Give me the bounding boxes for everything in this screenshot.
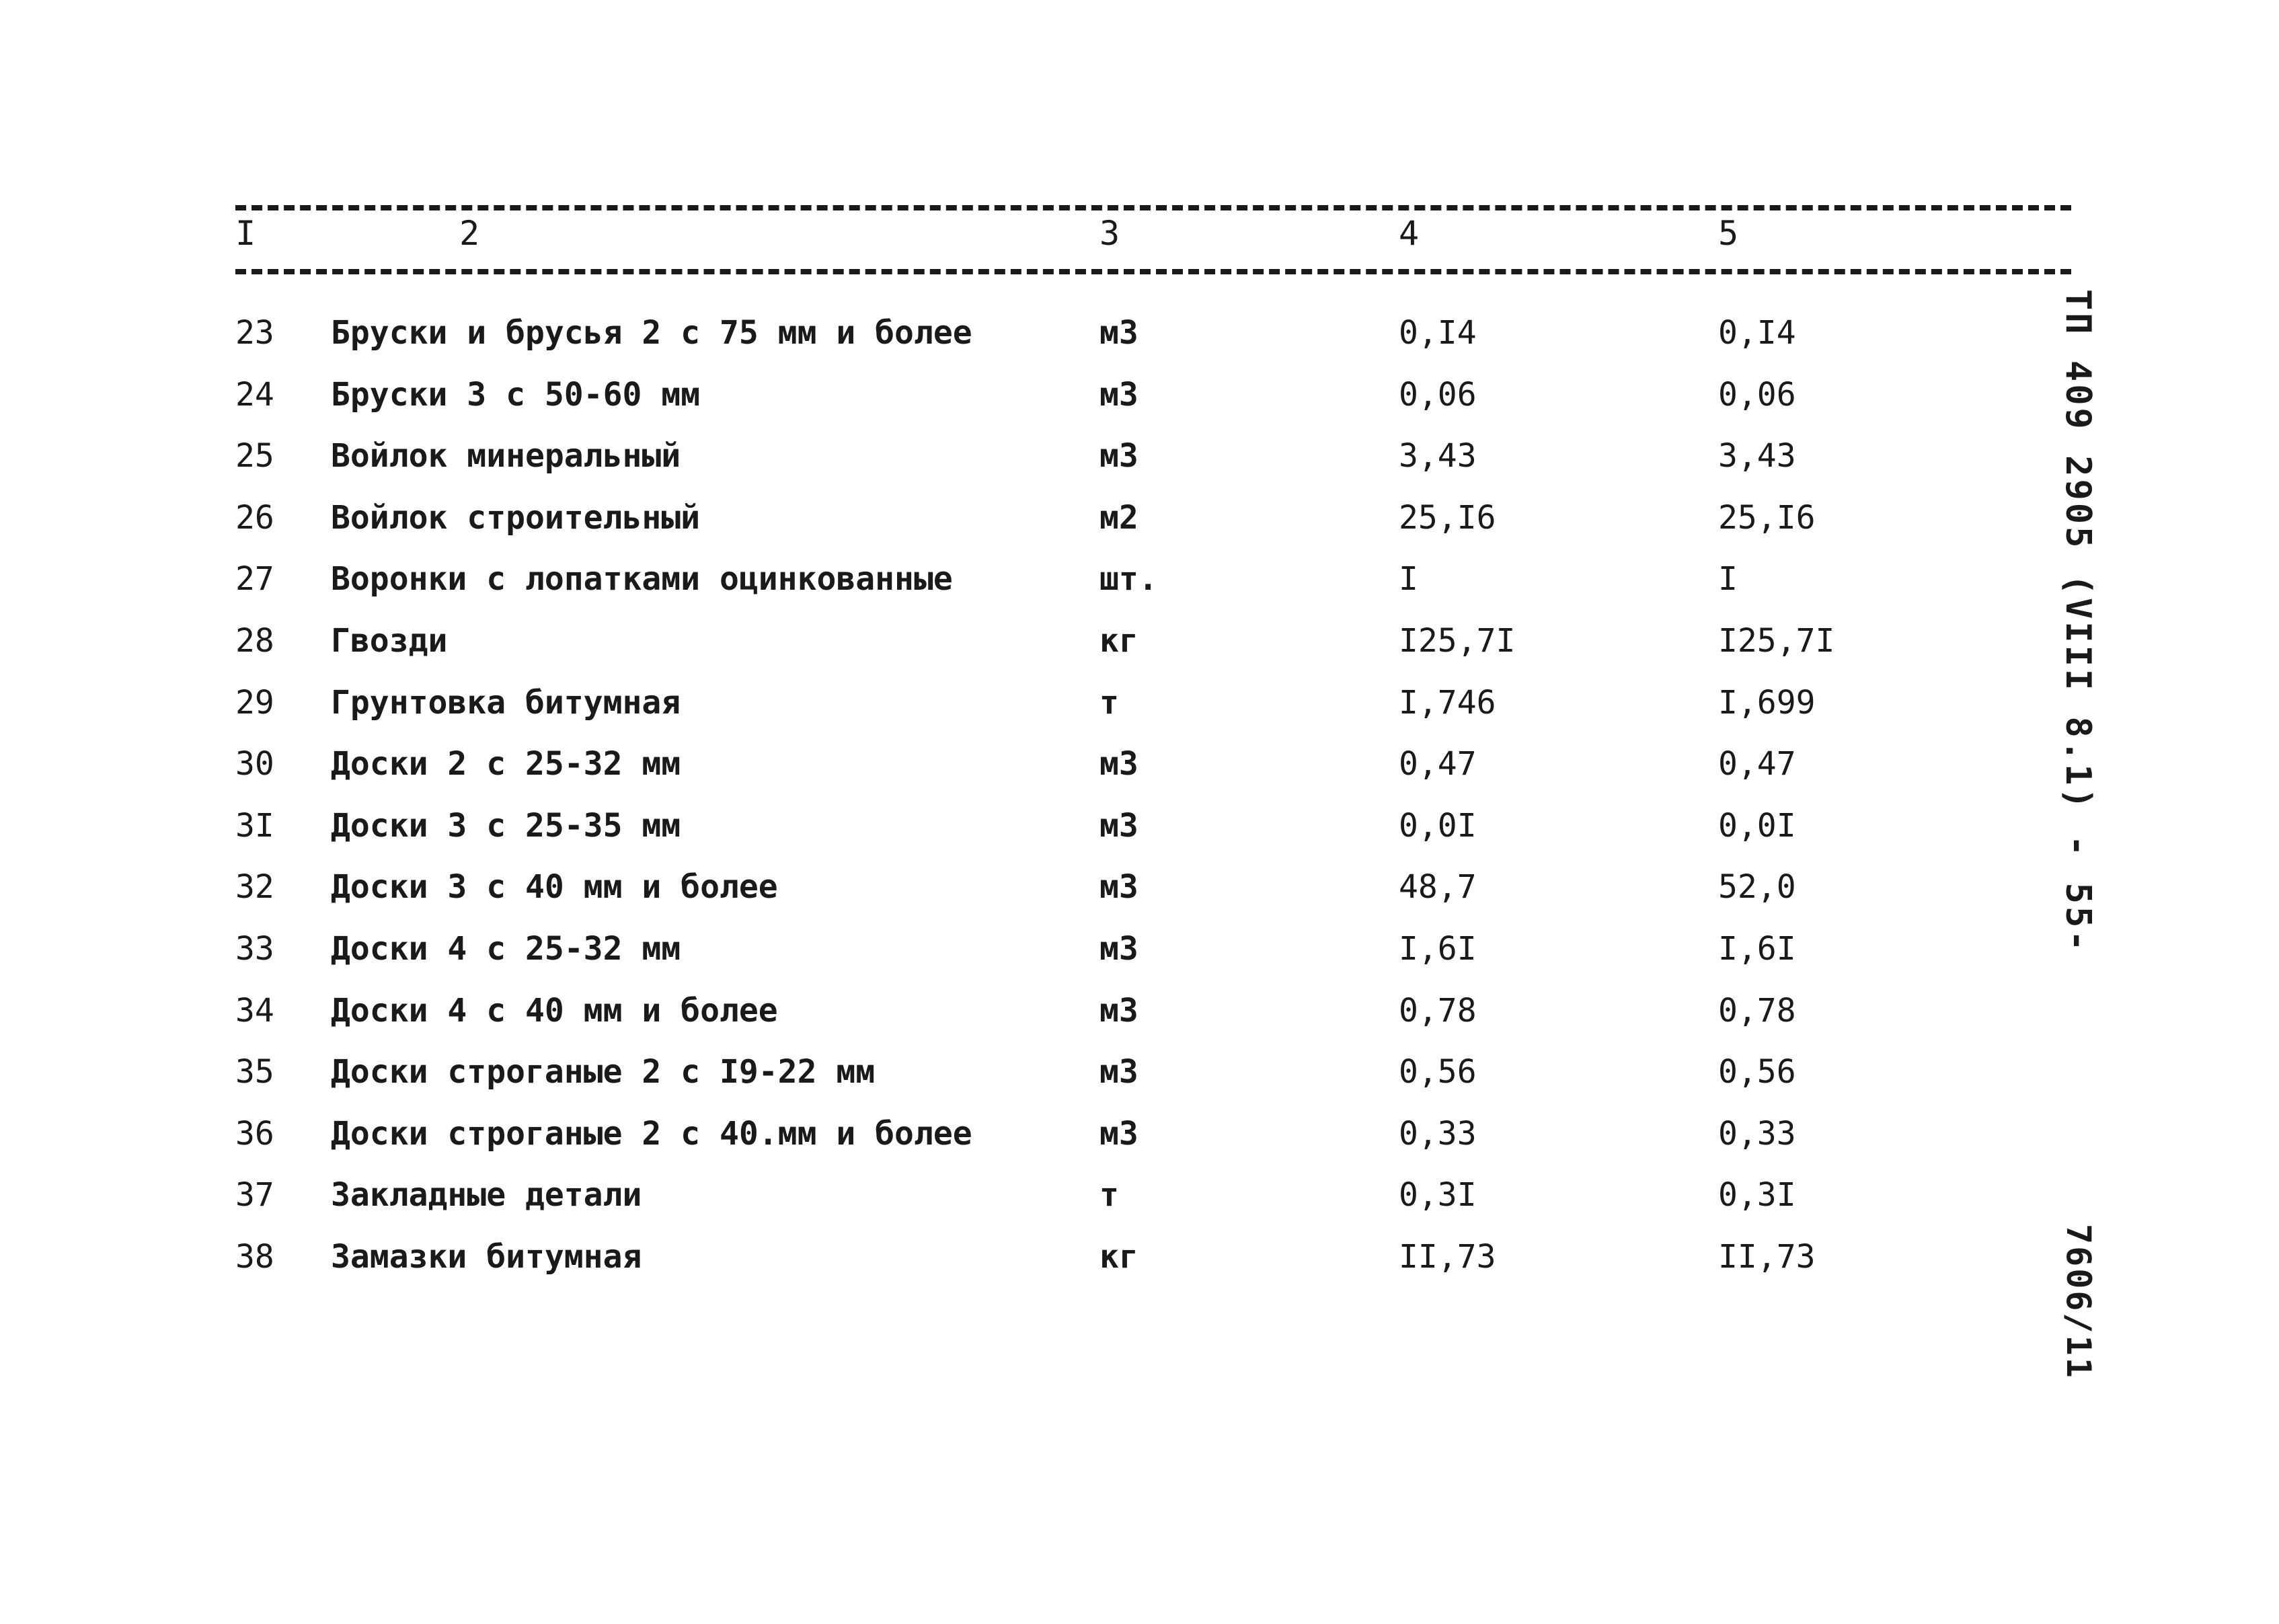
table-row <box>0 371 2279 433</box>
row-number: 34 <box>235 991 274 1030</box>
table-row <box>0 309 2279 371</box>
row-material-name: Доски 3 с 40 мм и более <box>331 868 778 906</box>
row-value-col5: I25,7I <box>1718 621 1835 660</box>
row-value-col4: 0,I4 <box>1399 314 1477 352</box>
row-number: 29 <box>235 683 274 722</box>
row-value-col5: I,6I <box>1718 929 1796 968</box>
row-unit: м3 <box>1099 868 1138 906</box>
table-row <box>0 679 2279 741</box>
row-value-col5: 3,43 <box>1718 437 1796 475</box>
row-value-col5: I,699 <box>1718 683 1816 722</box>
table-row <box>0 555 2279 617</box>
table-row <box>0 617 2279 679</box>
row-unit: м3 <box>1099 745 1138 783</box>
row-unit: м3 <box>1099 1053 1138 1091</box>
row-unit: м3 <box>1099 375 1138 414</box>
row-material-name: Доски 2 с 25-32 мм <box>331 745 681 783</box>
row-unit: шт. <box>1099 560 1158 598</box>
row-material-name: Воронки с лопатками оцинкованные <box>331 560 953 598</box>
table-row <box>0 740 2279 802</box>
row-number: 25 <box>235 437 274 475</box>
row-unit: м2 <box>1099 498 1138 537</box>
row-number: 24 <box>235 375 274 414</box>
row-value-col5: I <box>1718 560 1738 598</box>
row-unit: т <box>1099 683 1119 722</box>
row-value-col5: 0,06 <box>1718 375 1796 414</box>
table-top-rule <box>235 205 2071 210</box>
row-value-col5: 0,3I <box>1718 1176 1796 1214</box>
row-number: 32 <box>235 868 274 906</box>
header-col-1: I <box>235 214 256 253</box>
row-value-col4: I,6I <box>1399 929 1477 968</box>
row-value-col4: 3,43 <box>1399 437 1477 475</box>
row-value-col4: 25,I6 <box>1399 498 1496 537</box>
table-row <box>0 863 2279 925</box>
row-number: 37 <box>235 1176 274 1214</box>
row-material-name: Закладные детали <box>331 1176 642 1214</box>
row-unit: кг <box>1099 621 1138 660</box>
margin-stamp-text: ТП 409 2905 (VIII 8.1) - 55- <box>2058 289 2098 954</box>
margin-code-text: 7606/11 <box>2059 1224 2098 1380</box>
row-material-name: Войлок строительный <box>331 498 701 537</box>
row-unit: кг <box>1099 1237 1138 1276</box>
row-number: 38 <box>235 1237 274 1276</box>
header-col-5: 5 <box>1718 214 1739 253</box>
row-value-col5: 25,I6 <box>1718 498 1816 537</box>
header-col-2: 2 <box>459 214 480 253</box>
row-unit: м3 <box>1099 1114 1138 1153</box>
row-value-col5: 0,0I <box>1718 806 1796 845</box>
row-material-name: Доски 3 с 25-35 мм <box>331 806 681 845</box>
row-value-col4: II,73 <box>1399 1237 1496 1276</box>
row-unit: м3 <box>1099 991 1138 1030</box>
table-row <box>0 925 2279 987</box>
row-number: 35 <box>235 1053 274 1091</box>
row-value-col5: II,73 <box>1718 1237 1816 1276</box>
row-value-col4: 0,56 <box>1399 1053 1477 1091</box>
row-value-col4: 0,06 <box>1399 375 1477 414</box>
table-row <box>0 1233 2279 1295</box>
row-unit: м3 <box>1099 437 1138 475</box>
table-row <box>0 1048 2279 1110</box>
row-material-name: Бруски 3 с 50-60 мм <box>331 375 701 414</box>
row-material-name: Доски 4 с 25-32 мм <box>331 929 681 968</box>
row-unit: т <box>1099 1176 1119 1214</box>
table-row <box>0 432 2279 494</box>
header-col-3: 3 <box>1099 214 1120 253</box>
table-row <box>0 987 2279 1049</box>
row-material-name: Гвозди <box>331 621 448 660</box>
row-value-col4: 0,0I <box>1399 806 1477 845</box>
row-value-col5: 0,47 <box>1718 745 1796 783</box>
row-material-name: Доски строганые 2 с 40.мм и более <box>331 1114 972 1153</box>
table-row <box>0 494 2279 556</box>
table-header-rule <box>235 269 2071 274</box>
row-value-col5: 0,33 <box>1718 1114 1796 1153</box>
row-material-name: Замазки битумная <box>331 1237 642 1276</box>
row-value-col5: 0,78 <box>1718 991 1796 1030</box>
row-unit: м3 <box>1099 806 1138 845</box>
row-material-name: Доски строганые 2 с I9-22 мм <box>331 1053 876 1091</box>
row-number: 26 <box>235 498 274 537</box>
table-row <box>0 1110 2279 1172</box>
row-value-col4: 0,78 <box>1399 991 1477 1030</box>
row-value-col4: 0,3I <box>1399 1176 1477 1214</box>
table-header <box>0 214 2279 261</box>
table-row <box>0 802 2279 864</box>
row-material-name: Войлок минеральный <box>331 437 681 475</box>
row-value-col4: I,746 <box>1399 683 1496 722</box>
row-number: 27 <box>235 560 274 598</box>
row-value-col4: 0,33 <box>1399 1114 1477 1153</box>
row-value-col4: 48,7 <box>1399 868 1477 906</box>
row-unit: м3 <box>1099 929 1138 968</box>
row-value-col5: 0,56 <box>1718 1053 1796 1091</box>
margin-stamp <box>2058 289 2138 954</box>
row-number: 3I <box>235 806 274 845</box>
row-value-col5: 52,0 <box>1718 868 1796 906</box>
row-value-col5: 0,I4 <box>1718 314 1796 352</box>
row-value-col4: I <box>1399 560 1418 598</box>
margin-code <box>2058 1224 2138 1380</box>
row-number: 33 <box>235 929 274 968</box>
row-value-col4: 0,47 <box>1399 745 1477 783</box>
row-number: 28 <box>235 621 274 660</box>
row-number: 30 <box>235 745 274 783</box>
row-material-name: Бруски и брусья 2 с 75 мм и более <box>331 314 972 352</box>
row-value-col4: I25,7I <box>1399 621 1516 660</box>
row-number: 23 <box>235 314 274 352</box>
header-col-4: 4 <box>1399 214 1420 253</box>
table-row <box>0 1171 2279 1233</box>
row-unit: м3 <box>1099 314 1138 352</box>
row-material-name: Доски 4 с 40 мм и более <box>331 991 778 1030</box>
row-material-name: Грунтовка битумная <box>331 683 681 722</box>
table-body <box>0 309 2279 1295</box>
row-number: 36 <box>235 1114 274 1153</box>
